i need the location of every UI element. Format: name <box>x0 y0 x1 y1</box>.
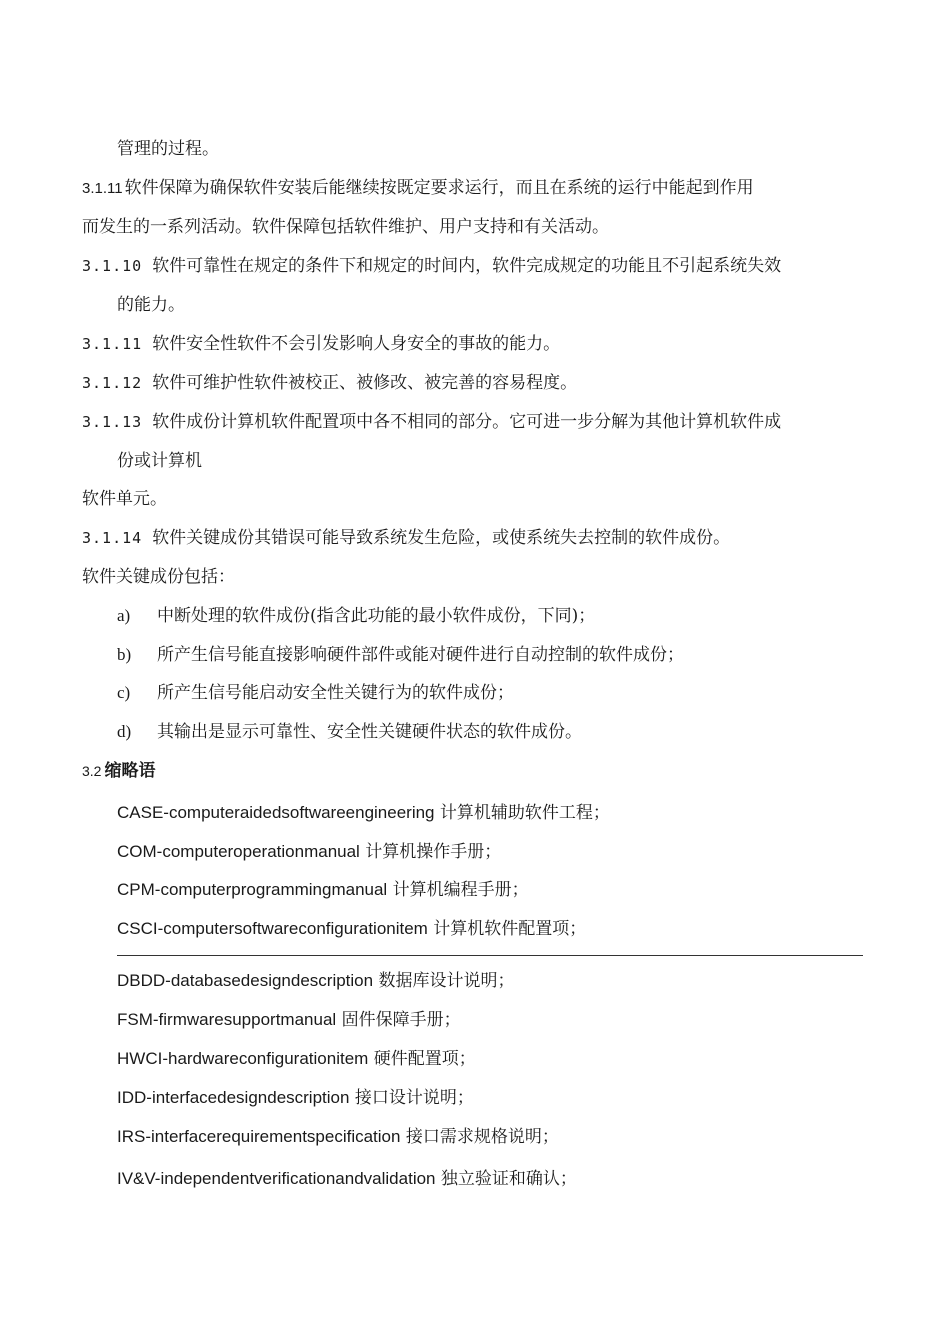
list-item-letter: c) <box>117 683 131 702</box>
list-item-letter: b) <box>117 645 132 664</box>
abbreviation-meaning: 计算机操作手册； <box>365 842 502 862</box>
definition-text: 软件安全性软件不会引发影响人身安全的事故的能力。 <box>152 334 561 354</box>
abbreviation-term: DBDD-databasedesigndescription <box>117 971 374 990</box>
definition-text: 软件保障为确保软件安装后能继续按既定要求运行，而且在系统的运行中能起到作用 <box>124 178 754 198</box>
abbreviation-term: CPM-computerprogrammingmanual <box>117 880 388 899</box>
definition-3-1-14 <box>82 526 730 550</box>
abbreviation-term: COM-computeroperationmanual <box>117 842 360 861</box>
section-number: 3.2 <box>82 763 102 779</box>
abbreviation-term: FSM-firmwaresupportmanual <box>117 1010 337 1029</box>
definition-3-1-11-a <box>82 176 754 201</box>
list-item <box>117 720 582 744</box>
abbreviation-item <box>117 969 515 993</box>
definition-number: 3.1.10 <box>82 257 143 275</box>
definition-continuation: 而发生的一系列活动。软件保障包括软件维护、用户支持和有关活动。 <box>82 217 609 237</box>
abbreviation-meaning: 计算机辅助软件工程； <box>439 803 610 823</box>
definition-3-1-13 <box>82 410 781 434</box>
horizontal-rule <box>117 955 863 956</box>
section-heading <box>82 759 155 783</box>
abbreviation-item <box>117 801 610 825</box>
definition-number: 3.1.11 <box>82 180 123 197</box>
abbreviation-term: HWCI-hardwareconfigurationitem <box>117 1049 369 1068</box>
definition-text: 软件可维护性软件被校正、被修改、被完善的容易程度。 <box>152 373 578 393</box>
list-item-text: 中断处理的软件成份(指含此功能的最小软件成份，下同)； <box>157 606 596 626</box>
abbreviation-term: IV&V-independentverificationandvalidation <box>117 1169 436 1188</box>
section-title: 缩略语 <box>104 761 156 780</box>
abbreviation-meaning: 计算机软件配置项； <box>433 919 587 939</box>
list-item-letter: a) <box>117 606 131 625</box>
definition-number: 3.1.14 <box>82 529 143 547</box>
abbreviation-meaning: 接口设计说明； <box>354 1088 474 1108</box>
abbreviation-item <box>117 1167 577 1191</box>
abbreviation-term: CSCI-computersoftwareconfigurationitem <box>117 919 428 938</box>
list-item-text: 所产生信号能直接影响硬件部件或能对硬件进行自动控制的软件成份； <box>157 645 684 665</box>
list-item <box>117 604 595 628</box>
list-item-letter: d) <box>117 722 132 741</box>
list-item <box>117 681 514 705</box>
definition-3-1-10 <box>82 254 781 278</box>
abbreviation-meaning: 固件保障手册； <box>341 1010 461 1030</box>
abbreviation-meaning: 独立验证和确认； <box>440 1169 577 1189</box>
list-item <box>117 643 684 667</box>
definition-continuation: 软件关键成份包括： <box>82 567 235 587</box>
abbreviation-item <box>117 840 501 864</box>
definition-3-1-12 <box>82 371 577 395</box>
abbreviation-meaning: 接口需求规格说明； <box>405 1127 559 1147</box>
definition-continuation: 份或计算机 <box>117 451 202 471</box>
definition-number: 3.1.12 <box>82 374 143 392</box>
abbreviation-item <box>117 917 586 941</box>
abbreviation-meaning: 数据库设计说明； <box>378 971 515 991</box>
definition-text: 软件关键成份其错误可能导致系统发生危险，或使系统失去控制的软件成份。 <box>152 528 731 548</box>
list-item-text: 其输出是显示可靠性、安全性关键硬件状态的软件成份。 <box>157 722 582 742</box>
definition-text: 软件成份计算机软件配置项中各不相同的部分。它可进一步分解为其他计算机软件成 <box>152 412 782 432</box>
abbreviation-meaning: 计算机编程手册； <box>392 880 529 900</box>
abbreviation-term: CASE-computeraidedsoftwareengineering <box>117 803 435 822</box>
abbreviation-item <box>117 1086 474 1110</box>
definition-continuation: 的能力。 <box>117 295 185 315</box>
abbreviation-term: IDD-interfacedesigndescription <box>117 1088 350 1107</box>
continuation-text: 管理的过程。 <box>117 139 219 159</box>
abbreviation-term: IRS-interfacerequirementspecification <box>117 1127 401 1146</box>
list-item-text: 所产生信号能启动安全性关键行为的软件成份； <box>157 683 514 703</box>
abbreviation-item <box>117 1008 461 1032</box>
definition-text: 软件可靠性在规定的条件下和规定的时间内，软件完成规定的功能且不引起系统失效 <box>152 256 782 276</box>
abbreviation-item <box>117 1125 559 1149</box>
abbreviation-meaning: 硬件配置项； <box>373 1049 476 1069</box>
definition-3-1-11-b <box>82 332 560 356</box>
definition-number: 3.1.11 <box>82 335 143 353</box>
definition-number: 3.1.13 <box>82 413 143 431</box>
abbreviation-item <box>117 878 529 902</box>
abbreviation-item <box>117 1047 476 1071</box>
definition-continuation: 软件单元。 <box>82 489 167 509</box>
